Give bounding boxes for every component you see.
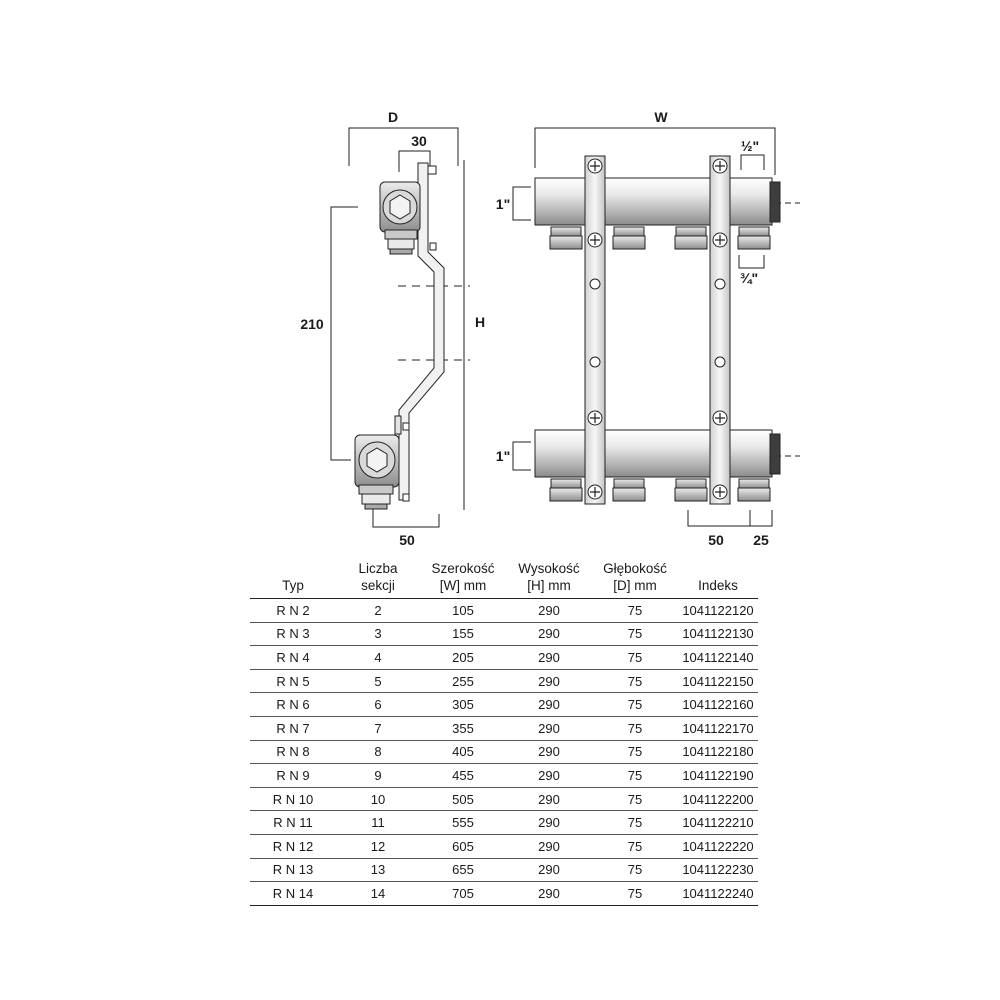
cell-typ: R N 3 [250,622,336,646]
cell-index: 1041122190 [678,764,758,788]
cell-depth: 75 [592,669,678,693]
cell-width: 705 [420,882,506,906]
cell-depth: 75 [592,858,678,882]
cell-width: 105 [420,599,506,623]
cell-height: 290 [506,811,592,835]
cell-depth: 75 [592,622,678,646]
table-row [250,622,758,646]
dim-label-1-inch-top: 1" [495,196,511,212]
table-row [250,787,758,811]
cell-index: 1041122130 [678,622,758,646]
column-header-height: Wysokość [H] mm [518,561,580,593]
cell-width: 505 [420,787,506,811]
cell-height: 290 [506,599,592,623]
cell-height: 290 [506,858,592,882]
table-row [250,646,758,670]
cell-typ: R N 8 [250,740,336,764]
dim-label-d: D [387,109,399,125]
cell-index: 1041122200 [678,787,758,811]
column-header-typ: Typ [282,578,304,593]
cell-typ: R N 10 [250,787,336,811]
cell-index: 1041122160 [678,693,758,717]
cell-index: 1041122120 [678,599,758,623]
cell-width: 305 [420,693,506,717]
column-header-index: Indeks [698,578,738,593]
table-header-row [250,556,758,599]
table-row [250,716,758,740]
table-row [250,764,758,788]
cell-sections: 13 [336,858,420,882]
cell-sections: 10 [336,787,420,811]
cell-typ: R N 11 [250,811,336,835]
cell-index: 1041122140 [678,646,758,670]
table-row [250,811,758,835]
cell-sections: 7 [336,716,420,740]
cell-width: 605 [420,834,506,858]
cell-index: 1041122150 [678,669,758,693]
cell-index: 1041122170 [678,716,758,740]
cell-width: 255 [420,669,506,693]
cell-depth: 75 [592,882,678,906]
cell-height: 290 [506,646,592,670]
column-header-sections: Liczba sekcji [358,561,398,593]
cell-depth: 75 [592,811,678,835]
cell-sections: 12 [336,834,420,858]
cell-index: 1041122210 [678,811,758,835]
cell-depth: 75 [592,693,678,717]
table-row [250,834,758,858]
cell-depth: 75 [592,764,678,788]
cell-sections: 4 [336,646,420,670]
cell-index: 1041122220 [678,834,758,858]
cell-depth: 75 [592,599,678,623]
dim-label-1-inch-bottom: 1" [495,448,511,464]
table-row [250,858,758,882]
cell-depth: 75 [592,646,678,670]
cell-width: 455 [420,764,506,788]
cell-height: 290 [506,669,592,693]
column-header-width: Szerokość [W] mm [431,561,495,593]
cell-sections: 9 [336,764,420,788]
dim-label-h: H [474,314,486,330]
cell-index: 1041122180 [678,740,758,764]
cell-sections: 14 [336,882,420,906]
cell-width: 205 [420,646,506,670]
table-row [250,882,758,906]
table-row [250,669,758,693]
front-view [513,128,800,526]
column-header-depth: Głębokość [D] mm [603,561,667,593]
table-row [250,693,758,717]
cell-height: 290 [506,834,592,858]
cell-depth: 75 [592,740,678,764]
dim-label-w: W [654,109,668,125]
cell-height: 290 [506,764,592,788]
dim-label-210: 210 [300,316,324,332]
specification-table [250,556,758,906]
cell-height: 290 [506,740,592,764]
cell-sections: 11 [336,811,420,835]
side-view [331,128,470,527]
dim-label-25: 25 [753,532,769,548]
dim-label-50-side: 50 [399,532,415,548]
cell-typ: R N 6 [250,693,336,717]
dim-label-half-inch: ½" [740,138,760,154]
dim-label-three-quarter: ¾" [739,270,759,286]
cell-depth: 75 [592,787,678,811]
cell-typ: R N 13 [250,858,336,882]
cell-sections: 6 [336,693,420,717]
cell-height: 290 [506,693,592,717]
cell-typ: R N 5 [250,669,336,693]
cell-height: 290 [506,882,592,906]
cell-index: 1041122240 [678,882,758,906]
cell-width: 405 [420,740,506,764]
cell-typ: R N 2 [250,599,336,623]
cell-typ: R N 12 [250,834,336,858]
cell-typ: R N 14 [250,882,336,906]
cell-depth: 75 [592,716,678,740]
cell-index: 1041122230 [678,858,758,882]
cell-typ: R N 7 [250,716,336,740]
table-row [250,740,758,764]
cell-width: 555 [420,811,506,835]
table-row [250,599,758,623]
cell-width: 155 [420,622,506,646]
cell-sections: 5 [336,669,420,693]
cell-height: 290 [506,716,592,740]
cell-sections: 3 [336,622,420,646]
cell-typ: R N 9 [250,764,336,788]
dim-label-30: 30 [411,133,427,149]
cell-typ: R N 4 [250,646,336,670]
cell-height: 290 [506,622,592,646]
cell-height: 290 [506,787,592,811]
cell-width: 355 [420,716,506,740]
cell-sections: 8 [336,740,420,764]
cell-sections: 2 [336,599,420,623]
cell-depth: 75 [592,834,678,858]
dim-label-50-front: 50 [708,532,724,548]
cell-width: 655 [420,858,506,882]
